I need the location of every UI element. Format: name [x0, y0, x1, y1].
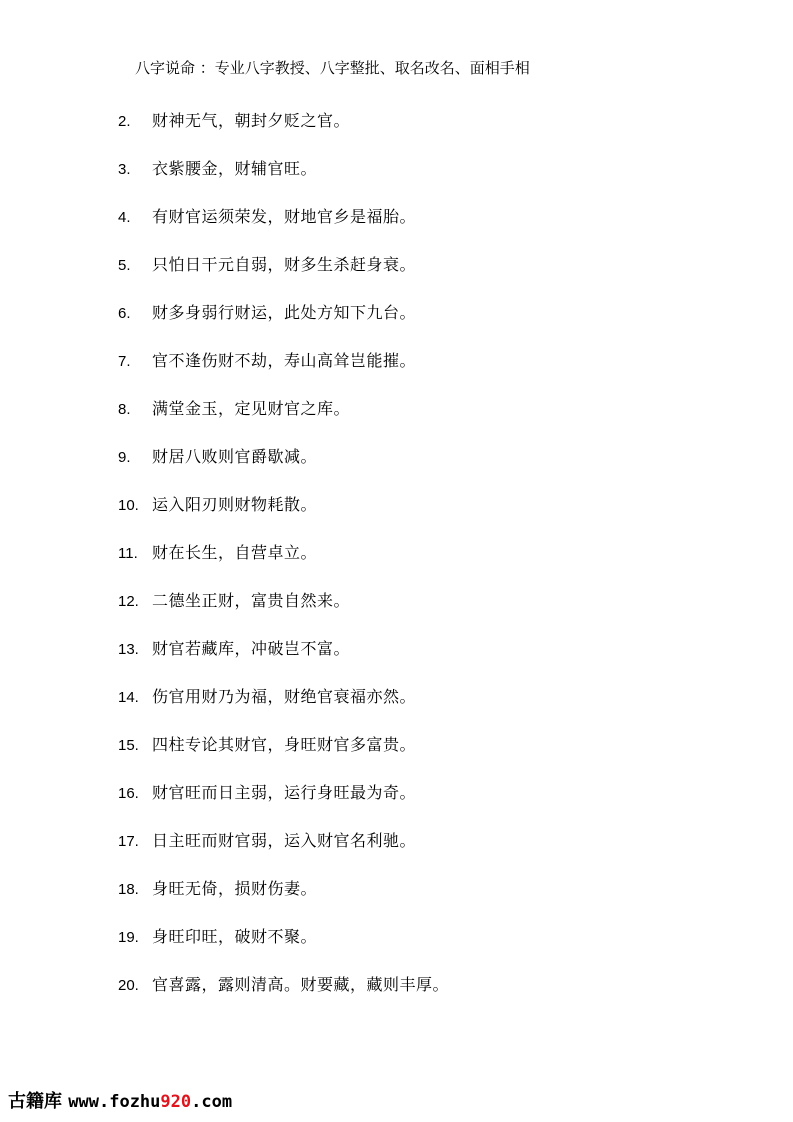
footer-site-suffix: .com	[191, 1092, 233, 1112]
item-text: 财官若藏库，冲破岂不富。	[152, 639, 351, 658]
list-item	[118, 302, 449, 350]
list-item	[118, 254, 449, 302]
item-number: 6.	[118, 305, 131, 322]
list-item	[118, 734, 449, 782]
item-number: 4.	[118, 209, 131, 226]
page-header: 八字说命 ：专业八字教授、八字整批、取名改名、面相手相	[135, 59, 530, 77]
item-text: 日主旺而财官弱，运入财官名利驰。	[152, 831, 417, 850]
item-number: 7.	[118, 353, 131, 370]
item-text: 财官旺而日主弱，运行身旺最为奇。	[152, 783, 417, 802]
item-number: 17.	[118, 833, 139, 850]
list-item	[118, 206, 449, 254]
list-item	[118, 782, 449, 830]
item-text: 衣紫腰金，财辅官旺。	[152, 159, 318, 178]
item-text: 官喜露，露则清高。财要藏，藏则丰厚。	[152, 975, 450, 994]
item-text: 财居八败则官爵歇减。	[152, 447, 318, 466]
item-text: 财多身弱行财运，此处方知下九台。	[152, 303, 417, 322]
list-item	[118, 590, 449, 638]
item-number: 5.	[118, 257, 131, 274]
item-text: 身旺印旺，破财不聚。	[152, 927, 318, 946]
item-number: 18.	[118, 881, 139, 898]
item-number: 16.	[118, 785, 139, 802]
item-number: 13.	[118, 641, 139, 658]
item-list	[118, 110, 449, 1022]
item-number: 8.	[118, 401, 131, 418]
item-text: 伤官用财乃为福，财绝官衰福亦然。	[152, 687, 417, 706]
item-number: 15.	[118, 737, 139, 754]
footer-brand: 古籍库	[8, 1091, 62, 1112]
item-number: 2.	[118, 113, 131, 130]
item-text: 运入阳刃则财物耗散。	[152, 495, 318, 514]
item-number: 20.	[118, 977, 139, 994]
footer-site-accent: 920	[160, 1092, 192, 1112]
item-text: 只怕日干元自弱，财多生杀赶身衰。	[152, 255, 417, 274]
item-number: 9.	[118, 449, 131, 466]
list-item	[118, 494, 449, 542]
item-text: 财在长生，自营卓立。	[152, 543, 318, 562]
item-number: 10.	[118, 497, 139, 514]
list-item	[118, 446, 449, 494]
item-text: 官不逢伤财不劫，寿山高耸岂能摧。	[152, 351, 417, 370]
item-text: 财神无气，朝封夕贬之官。	[152, 111, 351, 130]
footer-site-link[interactable]	[68, 1092, 232, 1112]
list-item	[118, 878, 449, 926]
list-item	[118, 926, 449, 974]
list-item	[118, 974, 449, 1022]
item-number: 19.	[118, 929, 139, 946]
list-item	[118, 686, 449, 734]
item-number: 12.	[118, 593, 139, 610]
item-text: 四柱专论其财官，身旺财官多富贵。	[152, 735, 417, 754]
list-item	[118, 638, 449, 686]
item-number: 11.	[118, 545, 138, 562]
list-item	[118, 158, 449, 206]
list-item	[118, 350, 449, 398]
list-item	[118, 110, 449, 158]
item-text: 有财官运须荣发，财地官乡是福胎。	[152, 207, 417, 226]
item-text: 满堂金玉，定见财官之库。	[152, 399, 351, 418]
list-item	[118, 830, 449, 878]
list-item	[118, 398, 449, 446]
item-number: 3.	[118, 161, 131, 178]
item-text: 身旺无倚，损财伤妻。	[152, 879, 318, 898]
item-text: 二德坐正财，富贵自然来。	[152, 591, 351, 610]
footer-site-prefix: www.fozhu	[68, 1092, 161, 1112]
item-number: 14.	[118, 689, 139, 706]
list-item	[118, 542, 449, 590]
footer-watermark	[8, 1090, 232, 1114]
